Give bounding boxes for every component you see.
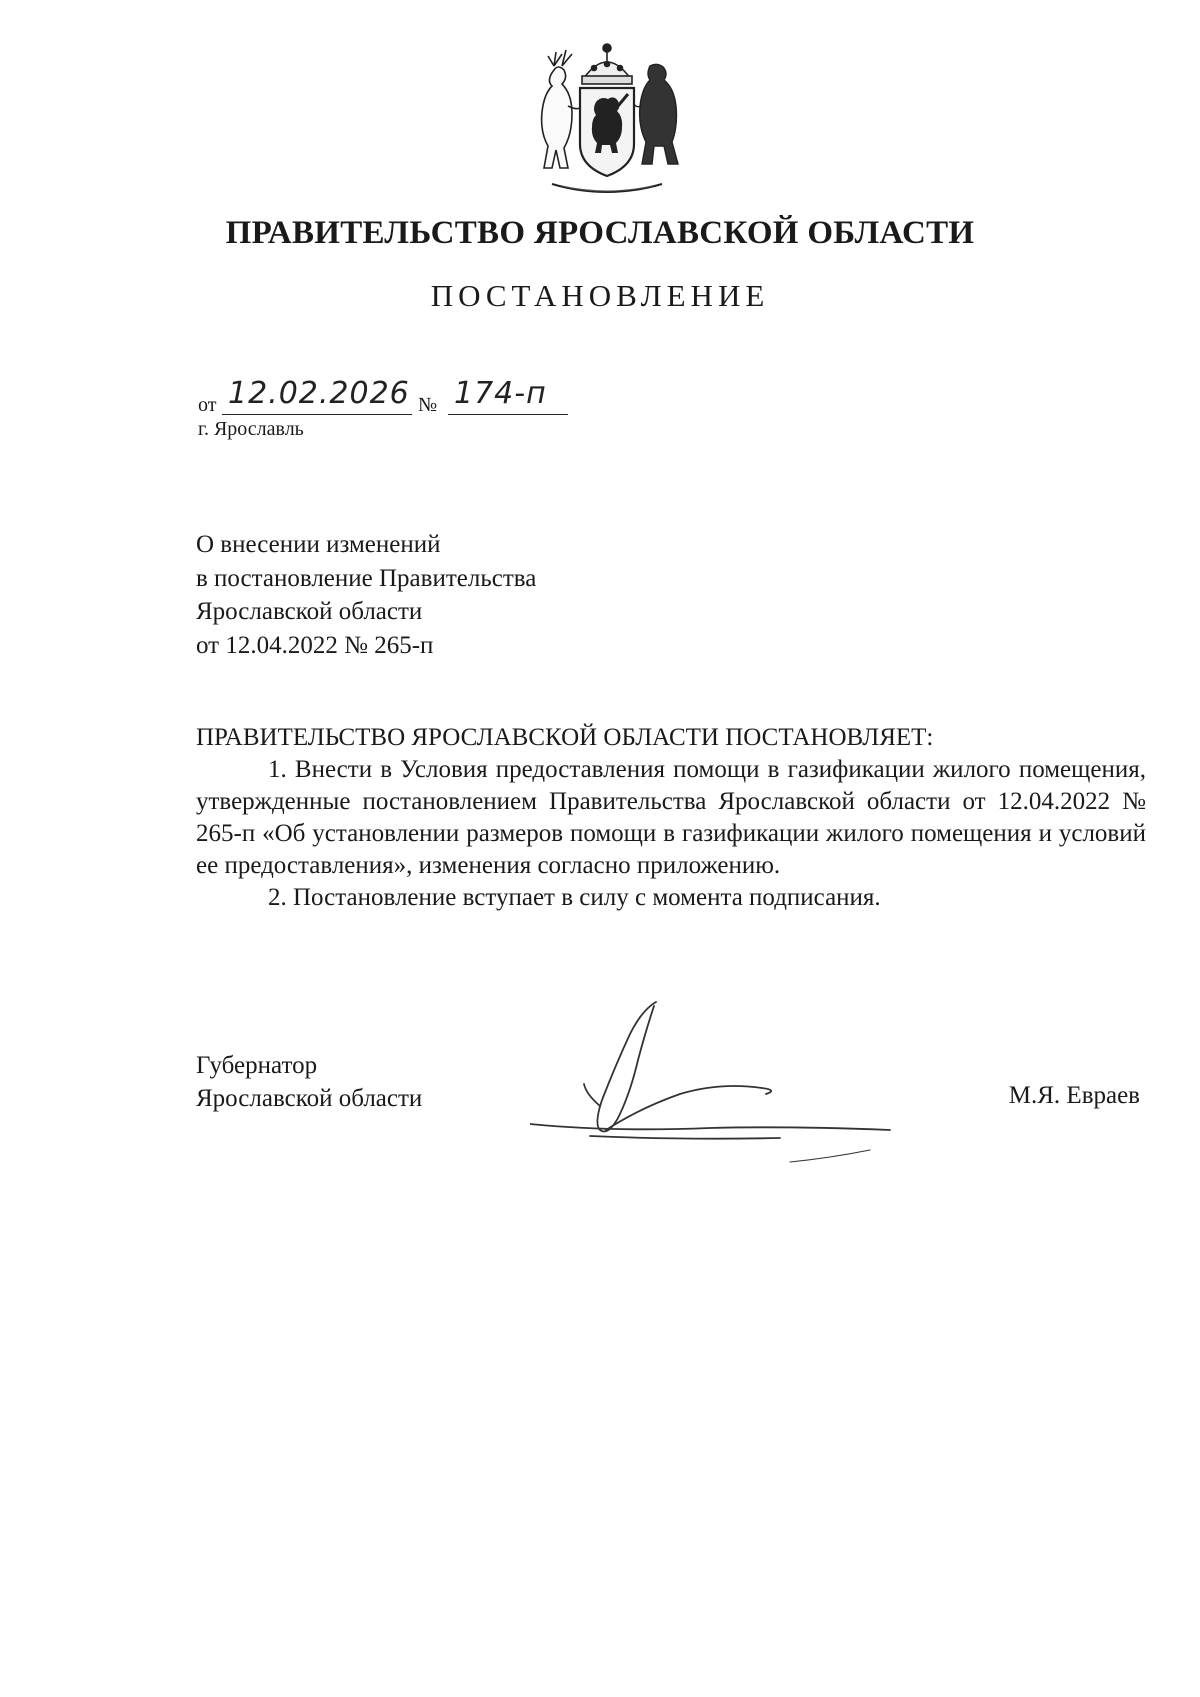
position-line: Ярославской области: [196, 1085, 423, 1112]
subject-line: от 12.04.2022 № 265-п: [196, 631, 434, 659]
doc-type-title: ПОСТАНОВЛЕНИЕ: [430, 278, 770, 313]
handwritten-date: 12.02.2026: [228, 376, 410, 411]
subject-line: в постановление Правительства: [196, 564, 537, 592]
document-body: [196, 722, 1146, 914]
subject-line: О внесении изменений: [196, 531, 441, 558]
number-prefix: №: [418, 394, 438, 416]
coat-of-arms-icon: [532, 36, 682, 196]
subject-line: Ярославской области: [196, 598, 423, 625]
paragraph: 2. Постановление вступает в силу с момента подписания.: [268, 884, 881, 911]
city: г. Ярославль: [198, 418, 304, 440]
number-underline: [448, 414, 568, 415]
preamble: ПРАВИТЕЛЬСТВО ЯРОСЛАВСКОЙ ОБЛАСТИ ПОСТАНОВЛЯЕТ:: [196, 724, 934, 751]
date-prefix: от: [198, 394, 217, 416]
signer-name: М.Я. Евраев: [1008, 1082, 1140, 1109]
document-subject: [196, 528, 536, 662]
position-line: Губернатор: [196, 1052, 318, 1079]
handwritten-number: 174-п: [454, 376, 547, 411]
paragraph: 1. Внести в Условия предоставления помощи в газификации жилого помещения, утвержденные постановлением Правительства Ярославской области от 12.04.2022 № 265-п «Об установлении размеров помощи в газификации жилого помещения и условий ее предоставления», изменения согласно приложению.: [196, 756, 1146, 879]
date-underline: [222, 414, 412, 415]
signatory-position: [196, 1049, 422, 1115]
signature-icon: [530, 990, 910, 1170]
org-title: ПРАВИТЕЛЬСТВО ЯРОСЛАВСКОЙ ОБЛАСТИ: [225, 215, 975, 251]
